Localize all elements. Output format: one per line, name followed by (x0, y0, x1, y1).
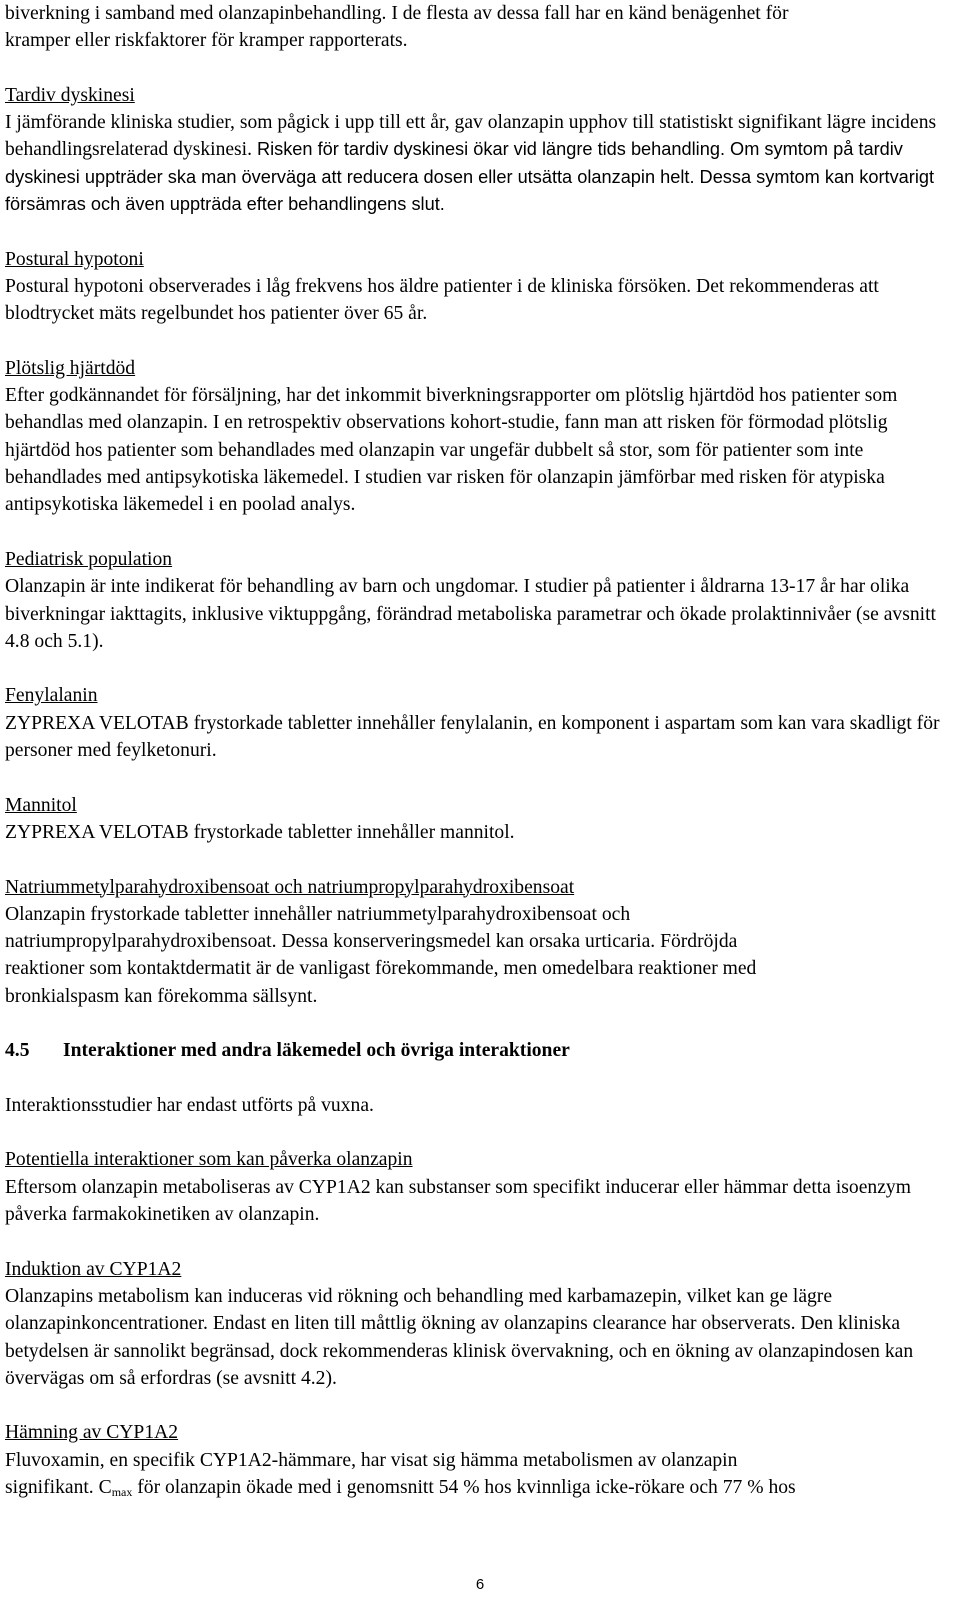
natrium-parabener-body (5, 901, 945, 1010)
induktion-cyp1a2-body: Olanzapins metabolism kan induceras vid rökning och behandling med karbamazepin, vilket kan ge lägre olanzapinkoncentrationer. Endast en liten till måttlig ökning av olanzapins clearance har observerats. Den kliniska betydelsen är sannolikt begränsad, dock rekommenderas klinisk övervakning, och en ökning av olanzapindosen kan övervägas om så erfordras (se avsnitt 4.2). (5, 1285, 914, 1389)
postural-hypotoni-body: Postural hypotoni observerades i låg frekvens hos äldre patienter i de kliniska försöken. Det rekommenderas att blodtrycket mäts regelbundet hos patienter över 65 år. (5, 275, 879, 325)
mannitol-body: ZYPREXA VELOTAB frystorkade tabletter innehåller mannitol. (5, 821, 515, 843)
interaction-studies-note: Interaktionsstudier har endast utförts på vuxna. (5, 1094, 374, 1116)
intro-line: biverkning i samband med olanzapinbehandling. I de flesta av dessa fall har en känd benägenhet för (5, 3, 789, 24)
potentiella-interaktioner-body: Eftersom olanzapin metaboliseras av CYP1A2 kan substanser som specifikt inducerar eller hämmar detta isoenzym påverka farmakokinetiken av olanzapin. (5, 1176, 911, 1226)
intro-paragraph (5, 0, 945, 55)
tardiv-body-part-a: I jämförande kliniska studier, som pågick i upp till ett år, gav olanzapin upphov till statistiskt signifikant lägre incidens behandlingsrelaterad dyskinesi. (5, 112, 937, 161)
natrium-line: bronkialspasm kan förekomma sällsynt. (5, 985, 318, 1007)
heading-fenylalanin: Fenylalanin (5, 685, 98, 707)
section-title-text: Interaktioner med andra läkemedel och övriga interaktioner (63, 1040, 570, 1062)
pediatrisk-population-body: Olanzapin är inte indikerat för behandling av barn och ungdomar. I studier på patienter i åldrarna 13-17 år har olika biverkningar iakttagits, inklusive viktuppgång, förändrad metaboliska parametrar och ökade prolaktinnivåer (se avsnitt 4.8 och 5.1). (5, 576, 936, 652)
page-content (5, 0, 945, 1501)
natrium-line: reaktioner som kontaktdermatit är de vanligast förekommande, men omedelbara reaktioner med (5, 958, 757, 980)
heading-postural-hypotoni: Postural hypotoni (5, 248, 144, 270)
section-number: 4.5 (5, 1040, 30, 1062)
tardiv-body-part-b: Risken för tardiv dyskinesi ökar vid längre tids behandling. Om symtom på tardiv dyskinesi uppträder ska man överväga att reducera dosen eller utsätta olanzapin helt. Dessa symtom kan kortvarigt försämras och även uppträda efter behandlingens slut. (5, 139, 935, 215)
section-4-5-title (5, 1037, 945, 1064)
intro-line: kramper eller riskfaktorer för kramper rapporterats. (5, 30, 408, 52)
hamning-line (5, 1474, 945, 1501)
hamning-text: signifikant. C (5, 1477, 112, 1499)
hamning-line: Fluvoxamin, en specifik CYP1A2-hämmare, har visat sig hämma metabolismen av olanzapin (5, 1449, 738, 1471)
heading-plotslig-hjartdod: Plötslig hjärtdöd (5, 357, 136, 379)
heading-tardiv-dyskinesi: Tardiv dyskinesi (5, 84, 135, 106)
heading-mannitol: Mannitol (5, 794, 77, 816)
natrium-line: natriumpropylparahydroxibensoat. Dessa konserveringsmedel kan orsaka urticaria. Fördröjda (5, 931, 738, 953)
fenylalanin-body: ZYPREXA VELOTAB frystorkade tabletter innehåller fenylalanin, en komponent i aspartam som kan vara skadligt för personer med feylketonuri. (5, 712, 940, 762)
hamning-text: för olanzapin ökade med i genomsnitt 54 % hos kvinnliga icke-rökare och 77 % hos (132, 1477, 796, 1499)
tardiv-dyskinesi-body (5, 109, 945, 218)
heading-pediatrisk-population: Pediatrisk population (5, 548, 173, 570)
cmax-subscript: max (111, 1485, 133, 1500)
heading-natrium-parabener: Natriummetylparahydroxibensoat och natriumpropylparahydroxibensoat (5, 876, 575, 898)
page-number: 6 (475, 1576, 485, 1593)
heading-potentiella-interaktioner: Potentiella interaktioner som kan påverka olanzapin (5, 1149, 413, 1171)
hamning-cyp1a2-body (5, 1447, 945, 1502)
heading-induktion-cyp1a2: Induktion av CYP1A2 (5, 1258, 182, 1280)
plotslig-hjartdod-body: Efter godkännandet för försäljning, har det inkommit biverkningsrapporter om plötslig hjärtdöd hos patienter som behandlas med olanzapin. I en retrospektiv observations kohort-studie, fann man att risken för förmodad plötslig hjärtdöd hos patienter som behandlades med olanzapin var ungefär dubbelt så stor, som för patienter som inte behandlades med antipsykotiska läkemedel. I studien var risken för olanzapin jämförbar med risken för atypiska antipsykotiska läkemedel i en poolad analys. (5, 385, 898, 516)
natrium-line: Olanzapin frystorkade tabletter innehåller natriummetylparahydroxibensoat och (5, 903, 631, 925)
heading-hamning-cyp1a2: Hämning av CYP1A2 (5, 1422, 179, 1444)
